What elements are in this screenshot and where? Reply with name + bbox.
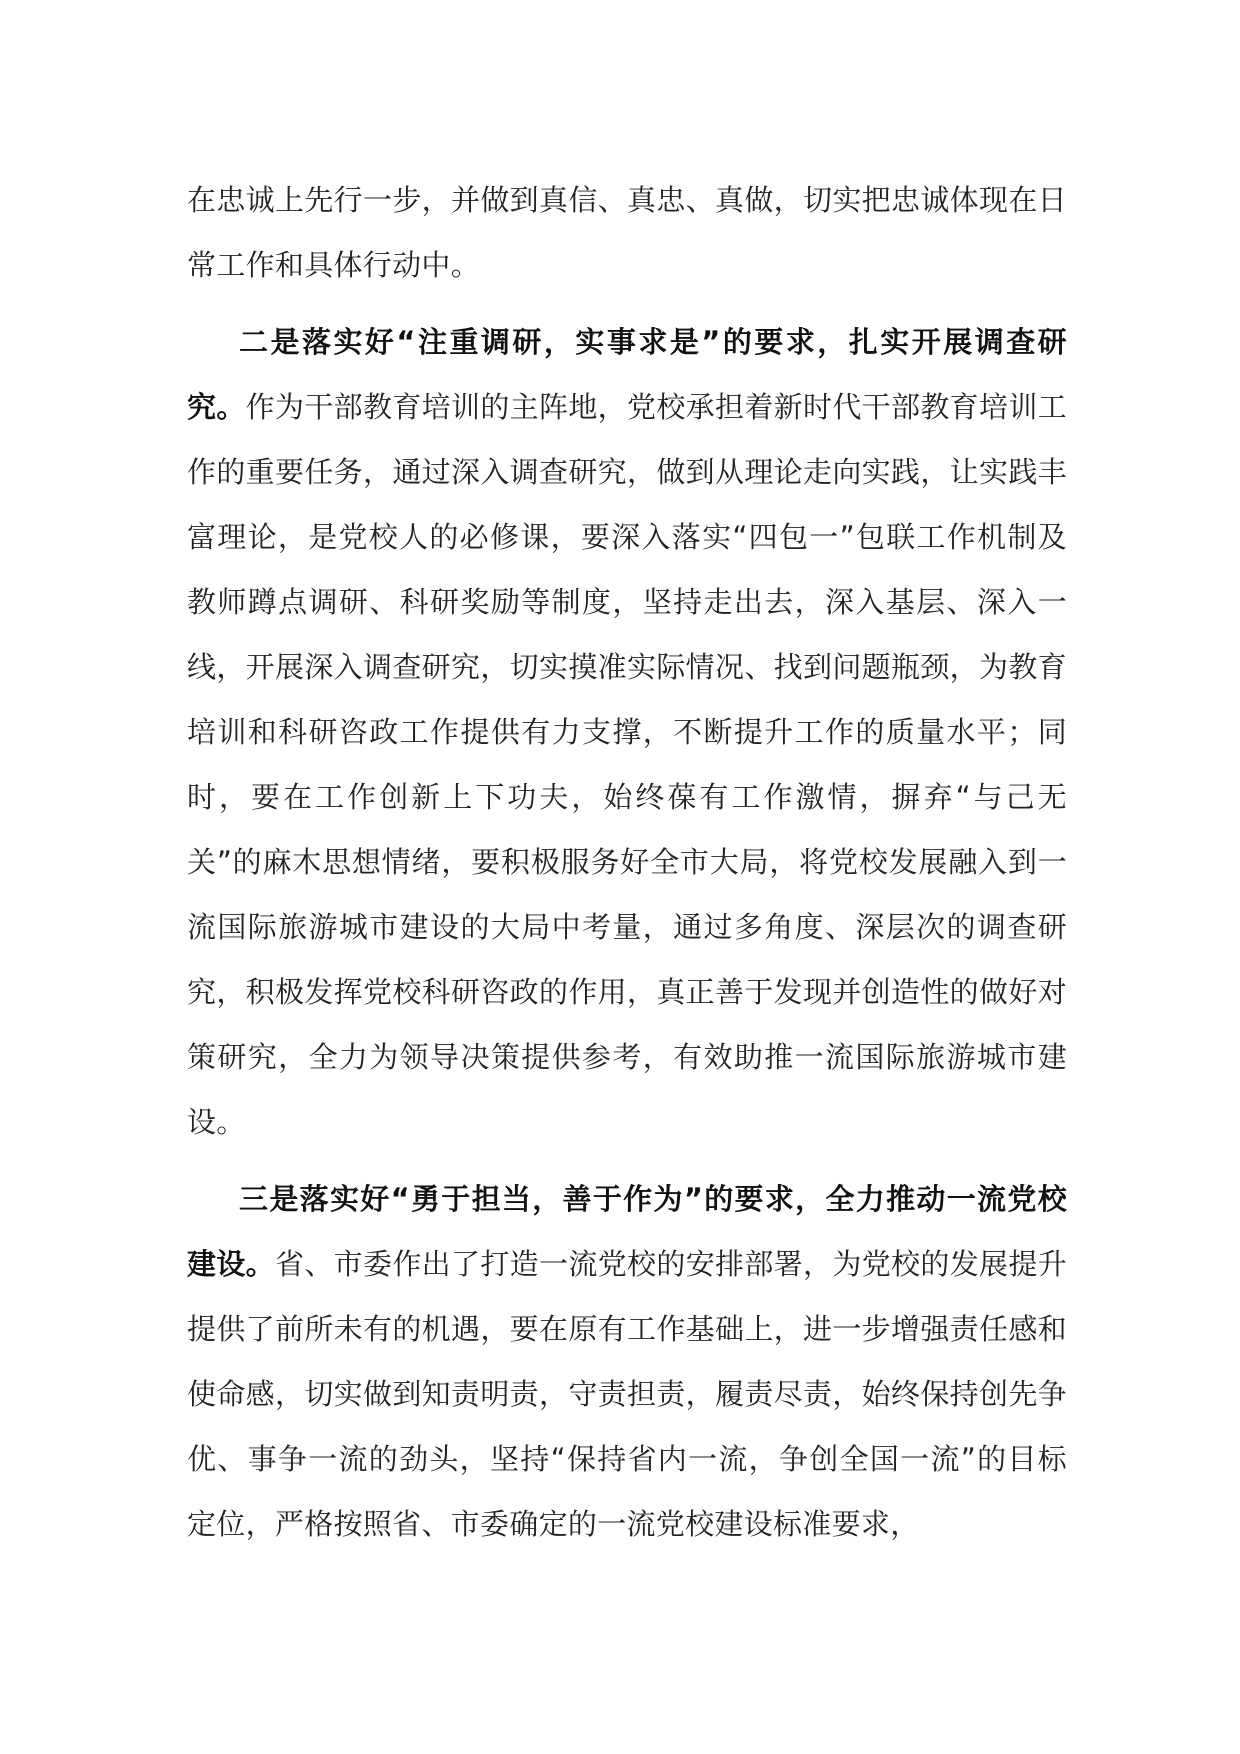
paragraph-2-lead: 二是落实好“注重调研，实事求是”的要求，扎实开展调查研究。	[187, 325, 1067, 424]
paragraph-3	[187, 1167, 1067, 1557]
document-body	[187, 168, 1067, 1557]
paragraph-1-body: 在忠诚上先行一步，并做到真信、真忠、真做，切实把忠诚体现在日常工作和具体行动中。	[187, 183, 1067, 282]
paragraph-2	[187, 310, 1067, 1155]
paragraph-gap	[187, 298, 1067, 310]
paragraph-gap	[187, 1155, 1067, 1167]
paragraph-3-lead: 三是落实好“勇于担当，善于作为”的要求，全力推动一流党校建设。	[187, 1182, 1067, 1281]
paragraph-2-body: 作为干部教育培训的主阵地，党校承担着新时代干部教育培训工作的重要任务，通过深入调查研究，做到从理论走向实践，让实践丰富理论，是党校人的必修课，要深入落实“四包一”包联工作机制及教师蹲点调研、科研奖励等制度，坚持走出去，深入基层、深入一线，开展深入调查研究，切实摸准实际情况、找到问题瓶颈，为教育培训和科研咨政工作提供有力支撑，不断提升工作的质量水平；同时，要在工作创新上下功夫，始终葆有工作激情，摒弃“与己无关”的麻木思想情绪，要积极服务好全市大局，将党校发展融入到一流国际旅游城市建设的大局中考量，通过多角度、深层次的调查研究，积极发挥党校科研咨政的作用，真正善于发现并创造性的做好对策研究，全力为领导决策提供参考，有效助推一流国际旅游城市建设。	[187, 390, 1067, 1139]
paragraph-3-body: 省、市委作出了打造一流党校的安排部署，为党校的发展提升提供了前所未有的机遇，要在原有工作基础上，进一步增强责任感和使命感，切实做到知责明责，守责担责，履责尽责，始终保持创先争优、事争一流的劲头，坚持“保持省内一流，争创全国一流”的目标定位，严格按照省、市委确定的一流党校建设标准要求，	[187, 1247, 1067, 1541]
paragraph-1	[187, 168, 1067, 298]
